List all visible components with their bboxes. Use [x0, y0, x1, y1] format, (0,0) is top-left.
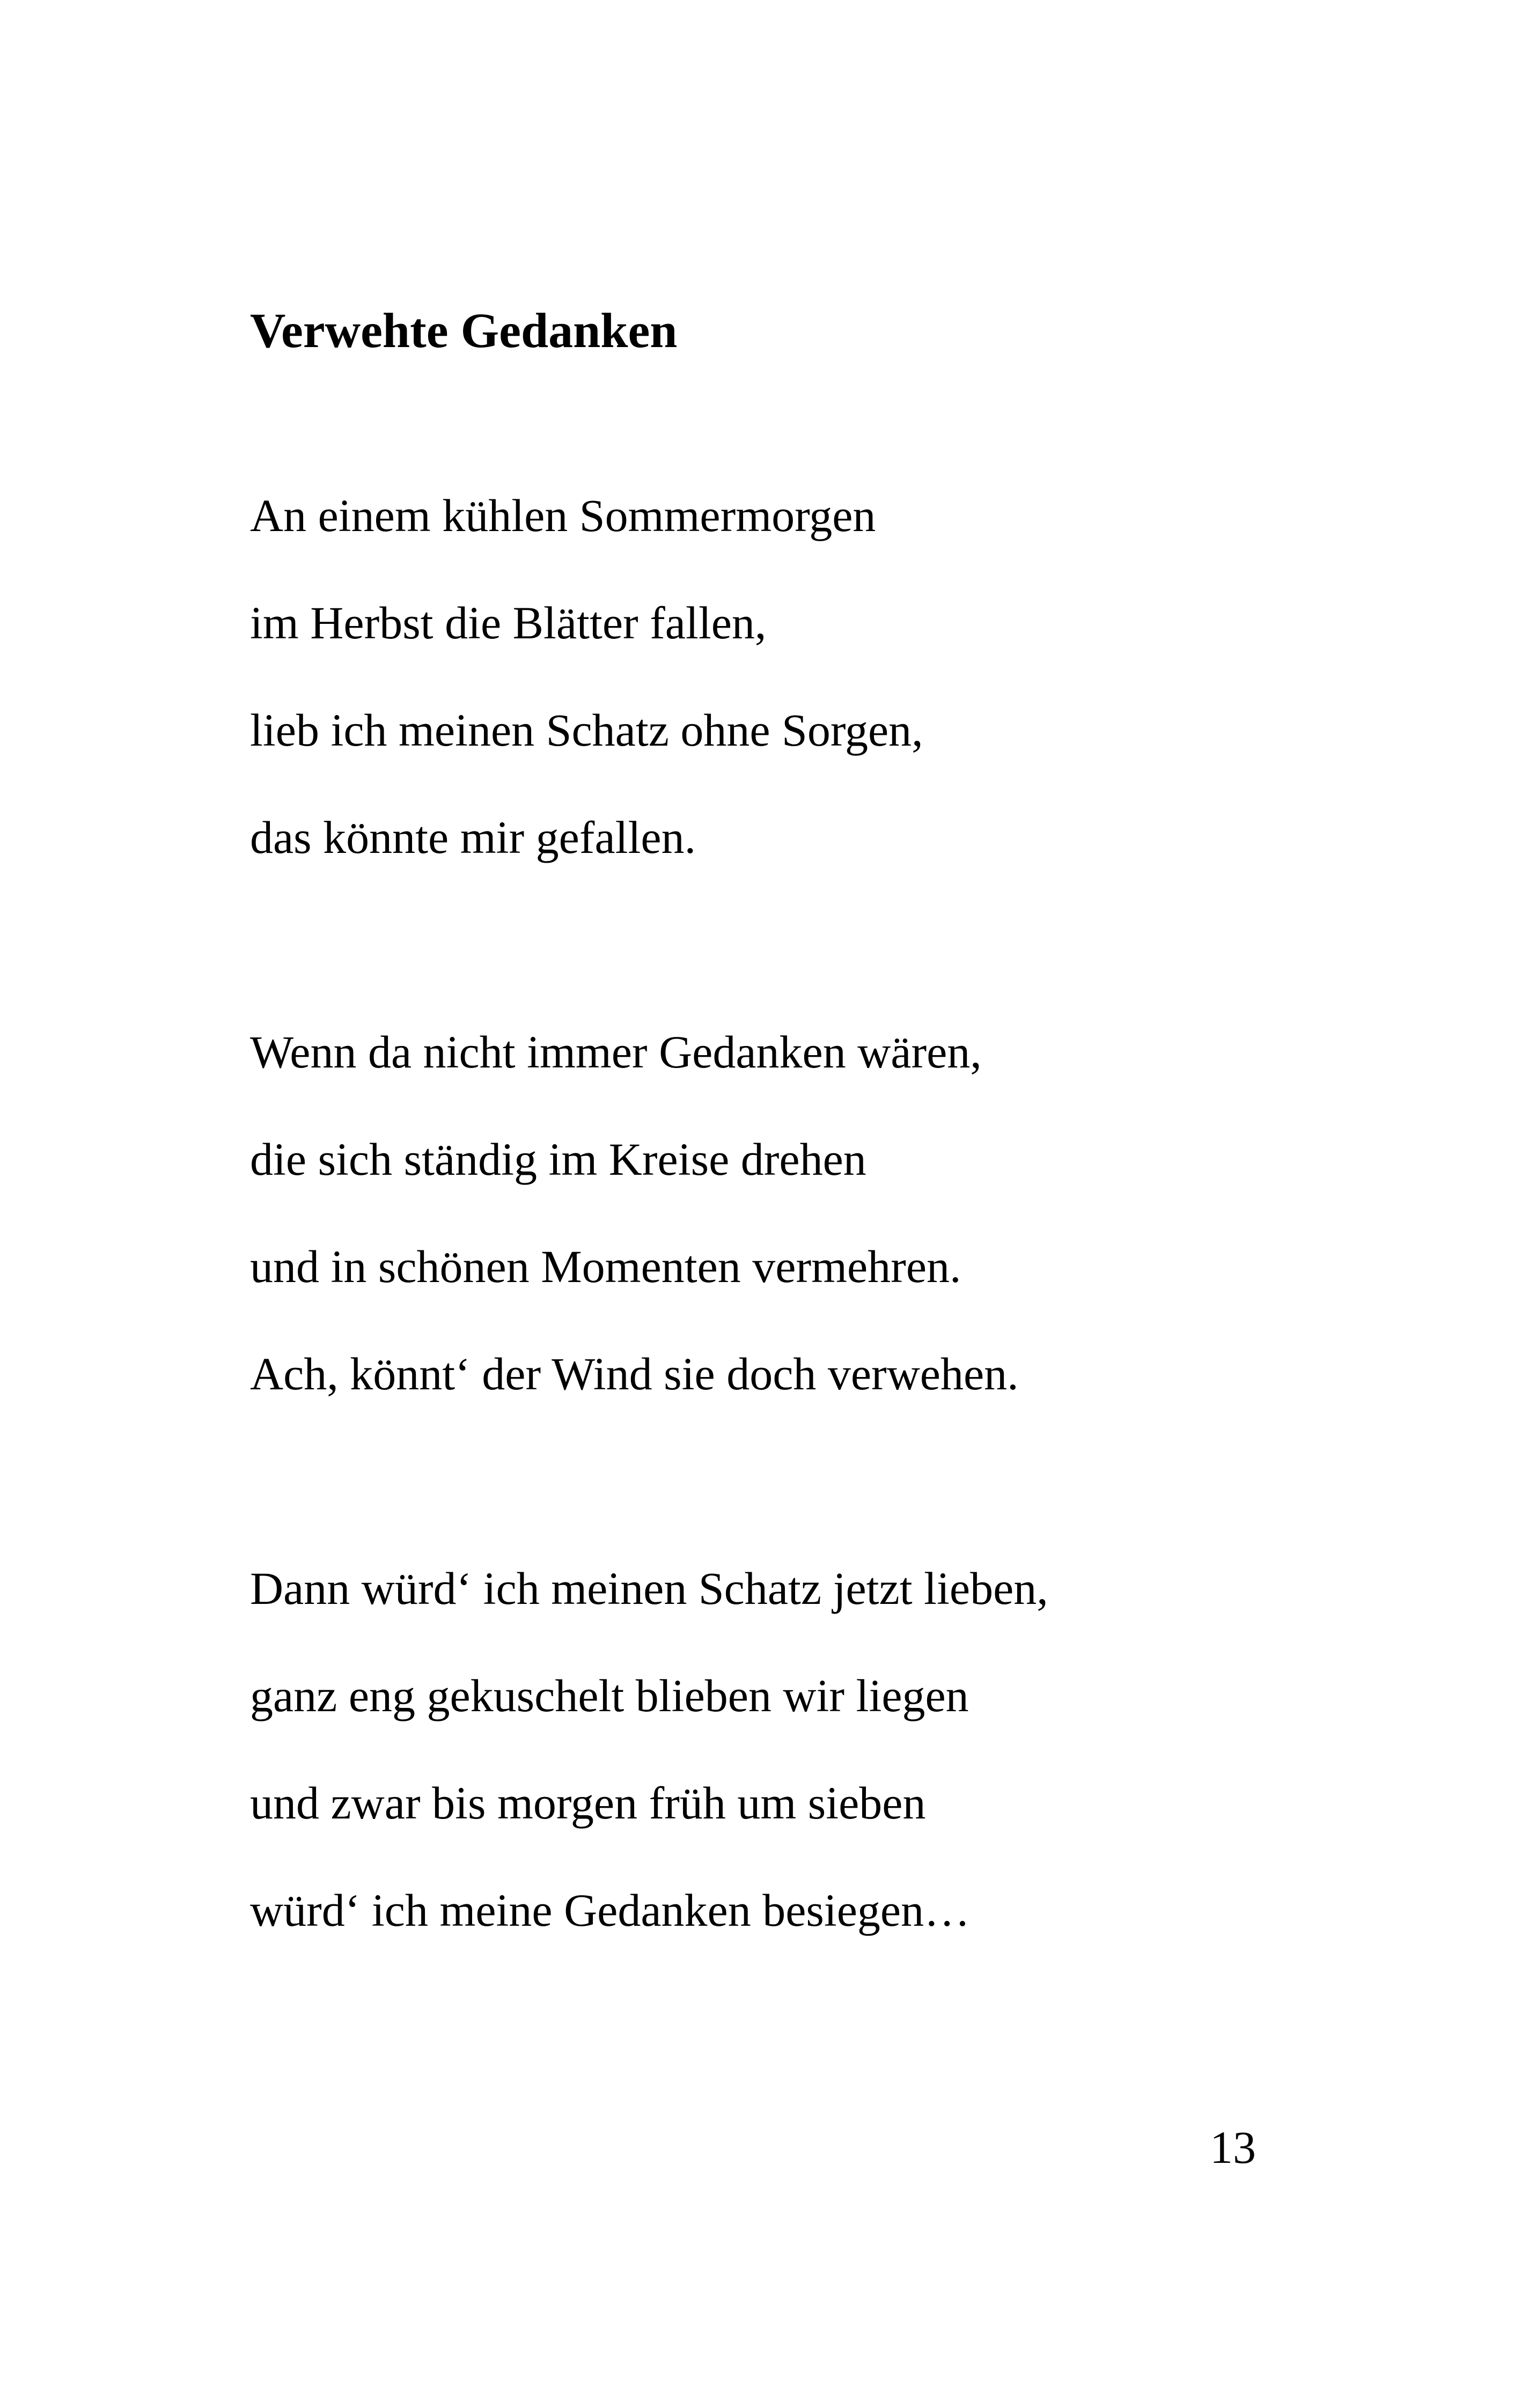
verse-line: die sich ständig im Kreise drehen	[250, 1133, 866, 1185]
verse-line: ganz eng gekuschelt blieben wir liegen	[250, 1670, 969, 1721]
poem-title: Verwehte Gedanken	[250, 303, 678, 358]
verse-line: im Herbst die Blätter fallen,	[250, 597, 767, 649]
page-number: 13	[1210, 2122, 1256, 2173]
verse-line: das könnte mir gefallen.	[250, 812, 696, 863]
verse-line: lieb ich meinen Schatz ohne Sorgen,	[250, 704, 923, 756]
verse-line: und zwar bis morgen früh um sieben	[250, 1777, 926, 1829]
verse-line: Dann würd‘ ich meinen Schatz jetzt lieben,	[250, 1563, 1048, 1614]
verse-line: würd‘ ich meine Gedanken besiegen…	[250, 1884, 971, 1936]
verse-line: Wenn da nicht immer Gedanken wären,	[250, 1026, 982, 1078]
verse-line: und in schönen Momenten vermehren.	[250, 1241, 961, 1292]
verse-line: Ach, könnt‘ der Wind sie doch verwehen.	[250, 1348, 1019, 1400]
verse-line: An einem kühlen Sommermorgen	[250, 490, 876, 541]
